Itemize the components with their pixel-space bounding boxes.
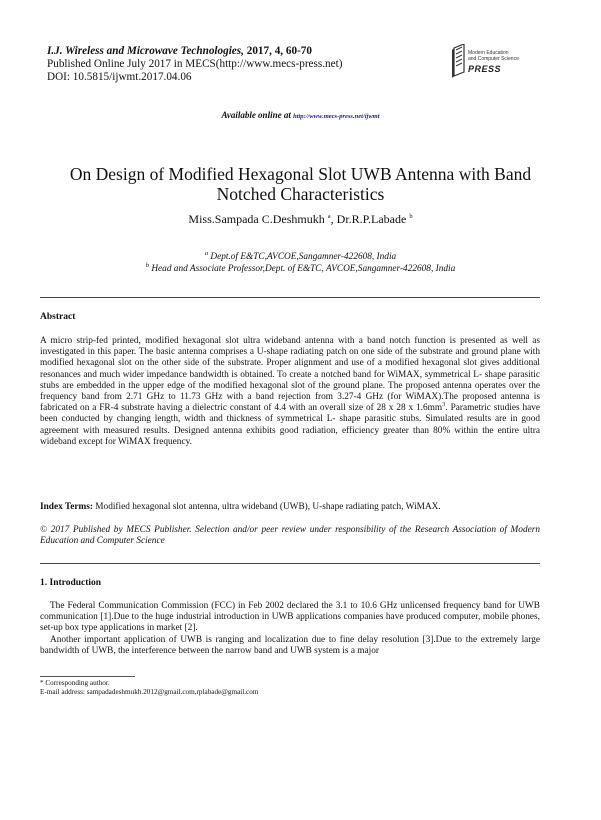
corresponding-author-note: * Corresponding author. — [40, 679, 110, 687]
book-icon — [452, 44, 468, 78]
divider-bottom — [40, 563, 540, 564]
email-addresses: E-mail address: sampadadeshmukh.2012@gmail.com,rplabade@gmail.com — [40, 688, 259, 697]
journal-url-link[interactable]: http://www.mecs-press.net/ijwmt — [293, 113, 380, 120]
doi: DOI: 10.5815/ijwmt.2017.04.06 — [47, 71, 192, 83]
paragraph: Another important application of UWB is ranging and localization due to fine delay resolution [3].Due to the extremely large bandwidth of UWB, the interference between the narrow band and UWB system is a major — [40, 634, 540, 656]
copyright-notice: © 2017 Published by MECS Publisher. Selection and/or peer review under responsibility of the Research Association of Modern Education and Computer Science — [40, 525, 540, 547]
journal-header — [47, 45, 342, 84]
index-terms: Index Terms: Modified hexagonal slot antenna, ultra wideband (UWB), U-shape radiating patch, WiMAX. — [40, 502, 441, 512]
paper-title: On Design of Modified Hexagonal Slot UWB Antenna with Band Notched Characteristics — [69, 164, 532, 204]
journal-volume: 2017, 4, 60-70 — [246, 45, 312, 57]
author-2: Dr.R.P.Labade — [336, 212, 407, 226]
section-body — [40, 601, 540, 657]
logo-text: Modern Education and Computer Science — [468, 50, 519, 62]
index-terms-label: Index Terms: — [40, 502, 93, 512]
affiliation-b: $^b$ Head and Associate Professor,Dept. of E&TC, AVCOE,Sangamner-422608, India — [145, 261, 456, 274]
paragraph: The Federal Communication Commission (FCC) in Feb 2002 declared the 3.1 to 10.6 GHz unlicensed frequency band for UWB communication [1].Due to the huge industrial introduction in UWB applications companies have produced computer, mobile phones, set-up box type applications in market [2]. — [40, 601, 540, 634]
available-online: Available online at http://www.mecs-press.net/ijwmt — [221, 110, 380, 120]
publisher-logo — [452, 38, 562, 88]
publication-line: Published Online July 2017 in MECS(http://www.mecs-press.net) — [47, 58, 343, 70]
authors: Miss.Sampada C.Deshmukh $^a$, Dr.R.P.Labade $^b$ — [188, 212, 413, 226]
divider-top — [40, 297, 540, 298]
section-heading: 1. Introduction — [40, 578, 102, 588]
abstract-text: A micro strip-fed printed, modified hexagonal slot ultra wideband antenna with a band notch function is presented as well as investigated in this paper. The basic antenna comprises a U-shape radiating patch on one side of the substrate and ground plane with modified hexagonal slot on the other side of the substrate. Proper alignment and use of a modified hexagonal slot gives additional resonances and much wider impedance bandwidth is obtained. To create a notched band for WiMAX, symmetrical L- shape parasitic stubs are embedded in the upper edge of the modified hexagonal slot of the ground plane. The proposed antenna operates over the frequency band from 2.71 GHz to 11.73 GHz with a band rejection from 3.27-4 GHz (for WiMAX).The proposed antenna is fabricated on a FR-4 substrate having a dielectric constant of 4.4 with an overall size of 28 x 28 x $1.6mm^3$. Parametric studies have been conducted by changing length, width and thickness of symmetrical L- shape parasitic stubs. Simulated results are in good agreement with measured results. Designed antenna exhibits good radiation, efficiency greater than 80% within the entire ultra wideband except for WiMAX frequency. — [40, 336, 540, 447]
journal-citation — [47, 45, 342, 58]
footnote-rule — [40, 676, 135, 677]
affiliation-a: $^a$ Dept.of E&TC,AVCOE,Sangamner-422608, India — [204, 249, 397, 262]
author-1: Miss.Sampada C.Deshmukh — [188, 212, 325, 226]
journal-title: I.J. Wireless and Microwave Technologies, — [47, 45, 244, 57]
abstract-heading: Abstract — [40, 312, 76, 322]
affiliations — [0, 249, 601, 275]
footnote — [40, 679, 258, 698]
logo-press: PRESS — [468, 64, 502, 74]
